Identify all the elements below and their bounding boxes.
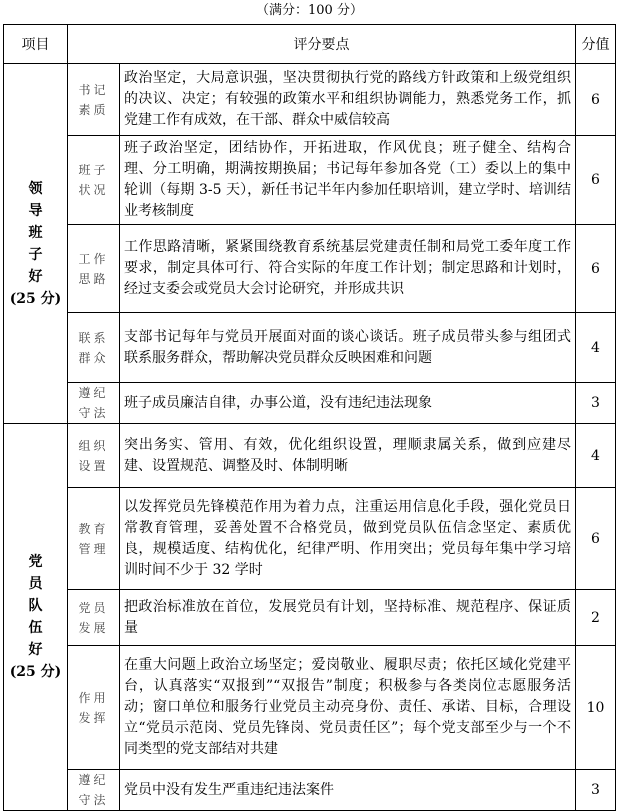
scoring-point: 突出务实、管用、有效，优化组织设置，理顺隶属关系，做到应建尽建、设置规范、调整及时、体制明晰	[120, 424, 576, 488]
sub-item: 工作 思路	[68, 225, 120, 313]
score-value: 6	[576, 136, 616, 225]
scoring-point: 班子成员廉洁自律，办事公道，没有违纪违法现象	[120, 383, 576, 424]
sub-item: 作用 发挥	[68, 646, 120, 770]
table-row	[4, 488, 616, 590]
scoring-point: 以发挥党员先锋模范作用为着力点，注重运用信息化手段，强化党员日常教育管理，妥善处置不合格党员，做到党员队伍信念坚定、素质优良，规模适度、结构优化，纪律严明、作用突出；党员每年集中学习培训时间不少于 32 学时	[120, 488, 576, 590]
scoring-point: 在重大问题上政治立场坚定；爱岗敬业、履职尽责；依托区域化党建平台，认真落实“双报到”“双报告”制度；积极参与各类岗位志愿服务活动；窗口单位和服务行业党员主动亮身份、责任、承诺、目标，合理设立“党员示范岗、党员先锋岗、党员责任区”；每个党支部至少与一个不同类型的党支部结对共建	[120, 646, 576, 770]
table-row	[4, 383, 616, 424]
table-row	[4, 64, 616, 136]
scoring-point: 班子政治坚定，团结协作，开拓进取，作风优良；班子健全、结构合理、分工明确，期满按期换届；书记每年参加各党（工）委以上的集中轮训（每期 3-5 天），新任书记半年内参加任职培训，建立学时、培训结业考核制度	[120, 136, 576, 225]
table-row	[4, 770, 616, 811]
header-points: 评分要点	[68, 25, 576, 64]
table-row	[4, 590, 616, 646]
scoring-table	[3, 24, 616, 811]
header-item: 项目	[4, 25, 68, 64]
sub-item: 教育 管理	[68, 488, 120, 590]
sub-item: 班子 状况	[68, 136, 120, 225]
score-value: 3	[576, 770, 616, 811]
score-value: 6	[576, 488, 616, 590]
category-cell: 党 员 队 伍 好 (25 分)	[4, 424, 68, 811]
scoring-point: 党员中没有发生严重违纪违法案件	[120, 770, 576, 811]
scoring-point: 工作思路清晰，紧紧围绕教育系统基层党建责任制和局党工委年度工作要求，制定具体可行、符合实际的年度工作计划；制定思路和计划时，经过支委会或党员大会讨论研究，并形成共识	[120, 225, 576, 313]
header-row	[4, 25, 616, 64]
category-cell: 领 导 班 子 好 (25 分)	[4, 64, 68, 424]
score-value: 4	[576, 424, 616, 488]
table-row	[4, 646, 616, 770]
score-value: 6	[576, 225, 616, 313]
sub-item: 遵纪 守法	[68, 383, 120, 424]
sub-item: 党员 发展	[68, 590, 120, 646]
scoring-point: 把政治标准放在首位，发展党员有计划，坚持标准、规范程序、保证质量	[120, 590, 576, 646]
score-value: 4	[576, 313, 616, 383]
header-score: 分值	[576, 25, 616, 64]
table-row	[4, 136, 616, 225]
sub-item: 书记 素质	[68, 64, 120, 136]
score-note: （满分：100 分）	[256, 3, 363, 18]
sub-item: 遵纪 守法	[68, 770, 120, 811]
score-value: 2	[576, 590, 616, 646]
score-value: 10	[576, 646, 616, 770]
table-row	[4, 424, 616, 488]
sub-item: 组织 设置	[68, 424, 120, 488]
score-value: 6	[576, 64, 616, 136]
scoring-point: 支部书记每年与党员开展面对面的谈心谈话。班子成员带头参与组团式联系服务群众，帮助解决党员群众反映困难和问题	[120, 313, 576, 383]
table-row	[4, 225, 616, 313]
scoring-point: 政治坚定，大局意识强，坚决贯彻执行党的路线方针政策和上级党组织的决议、决定；有较强的政策水平和组织协调能力，熟悉党务工作，抓党建工作有成效，在干部、群众中威信较高	[120, 64, 576, 136]
sub-item: 联系 群众	[68, 313, 120, 383]
table-row	[4, 313, 616, 383]
score-value: 3	[576, 383, 616, 424]
